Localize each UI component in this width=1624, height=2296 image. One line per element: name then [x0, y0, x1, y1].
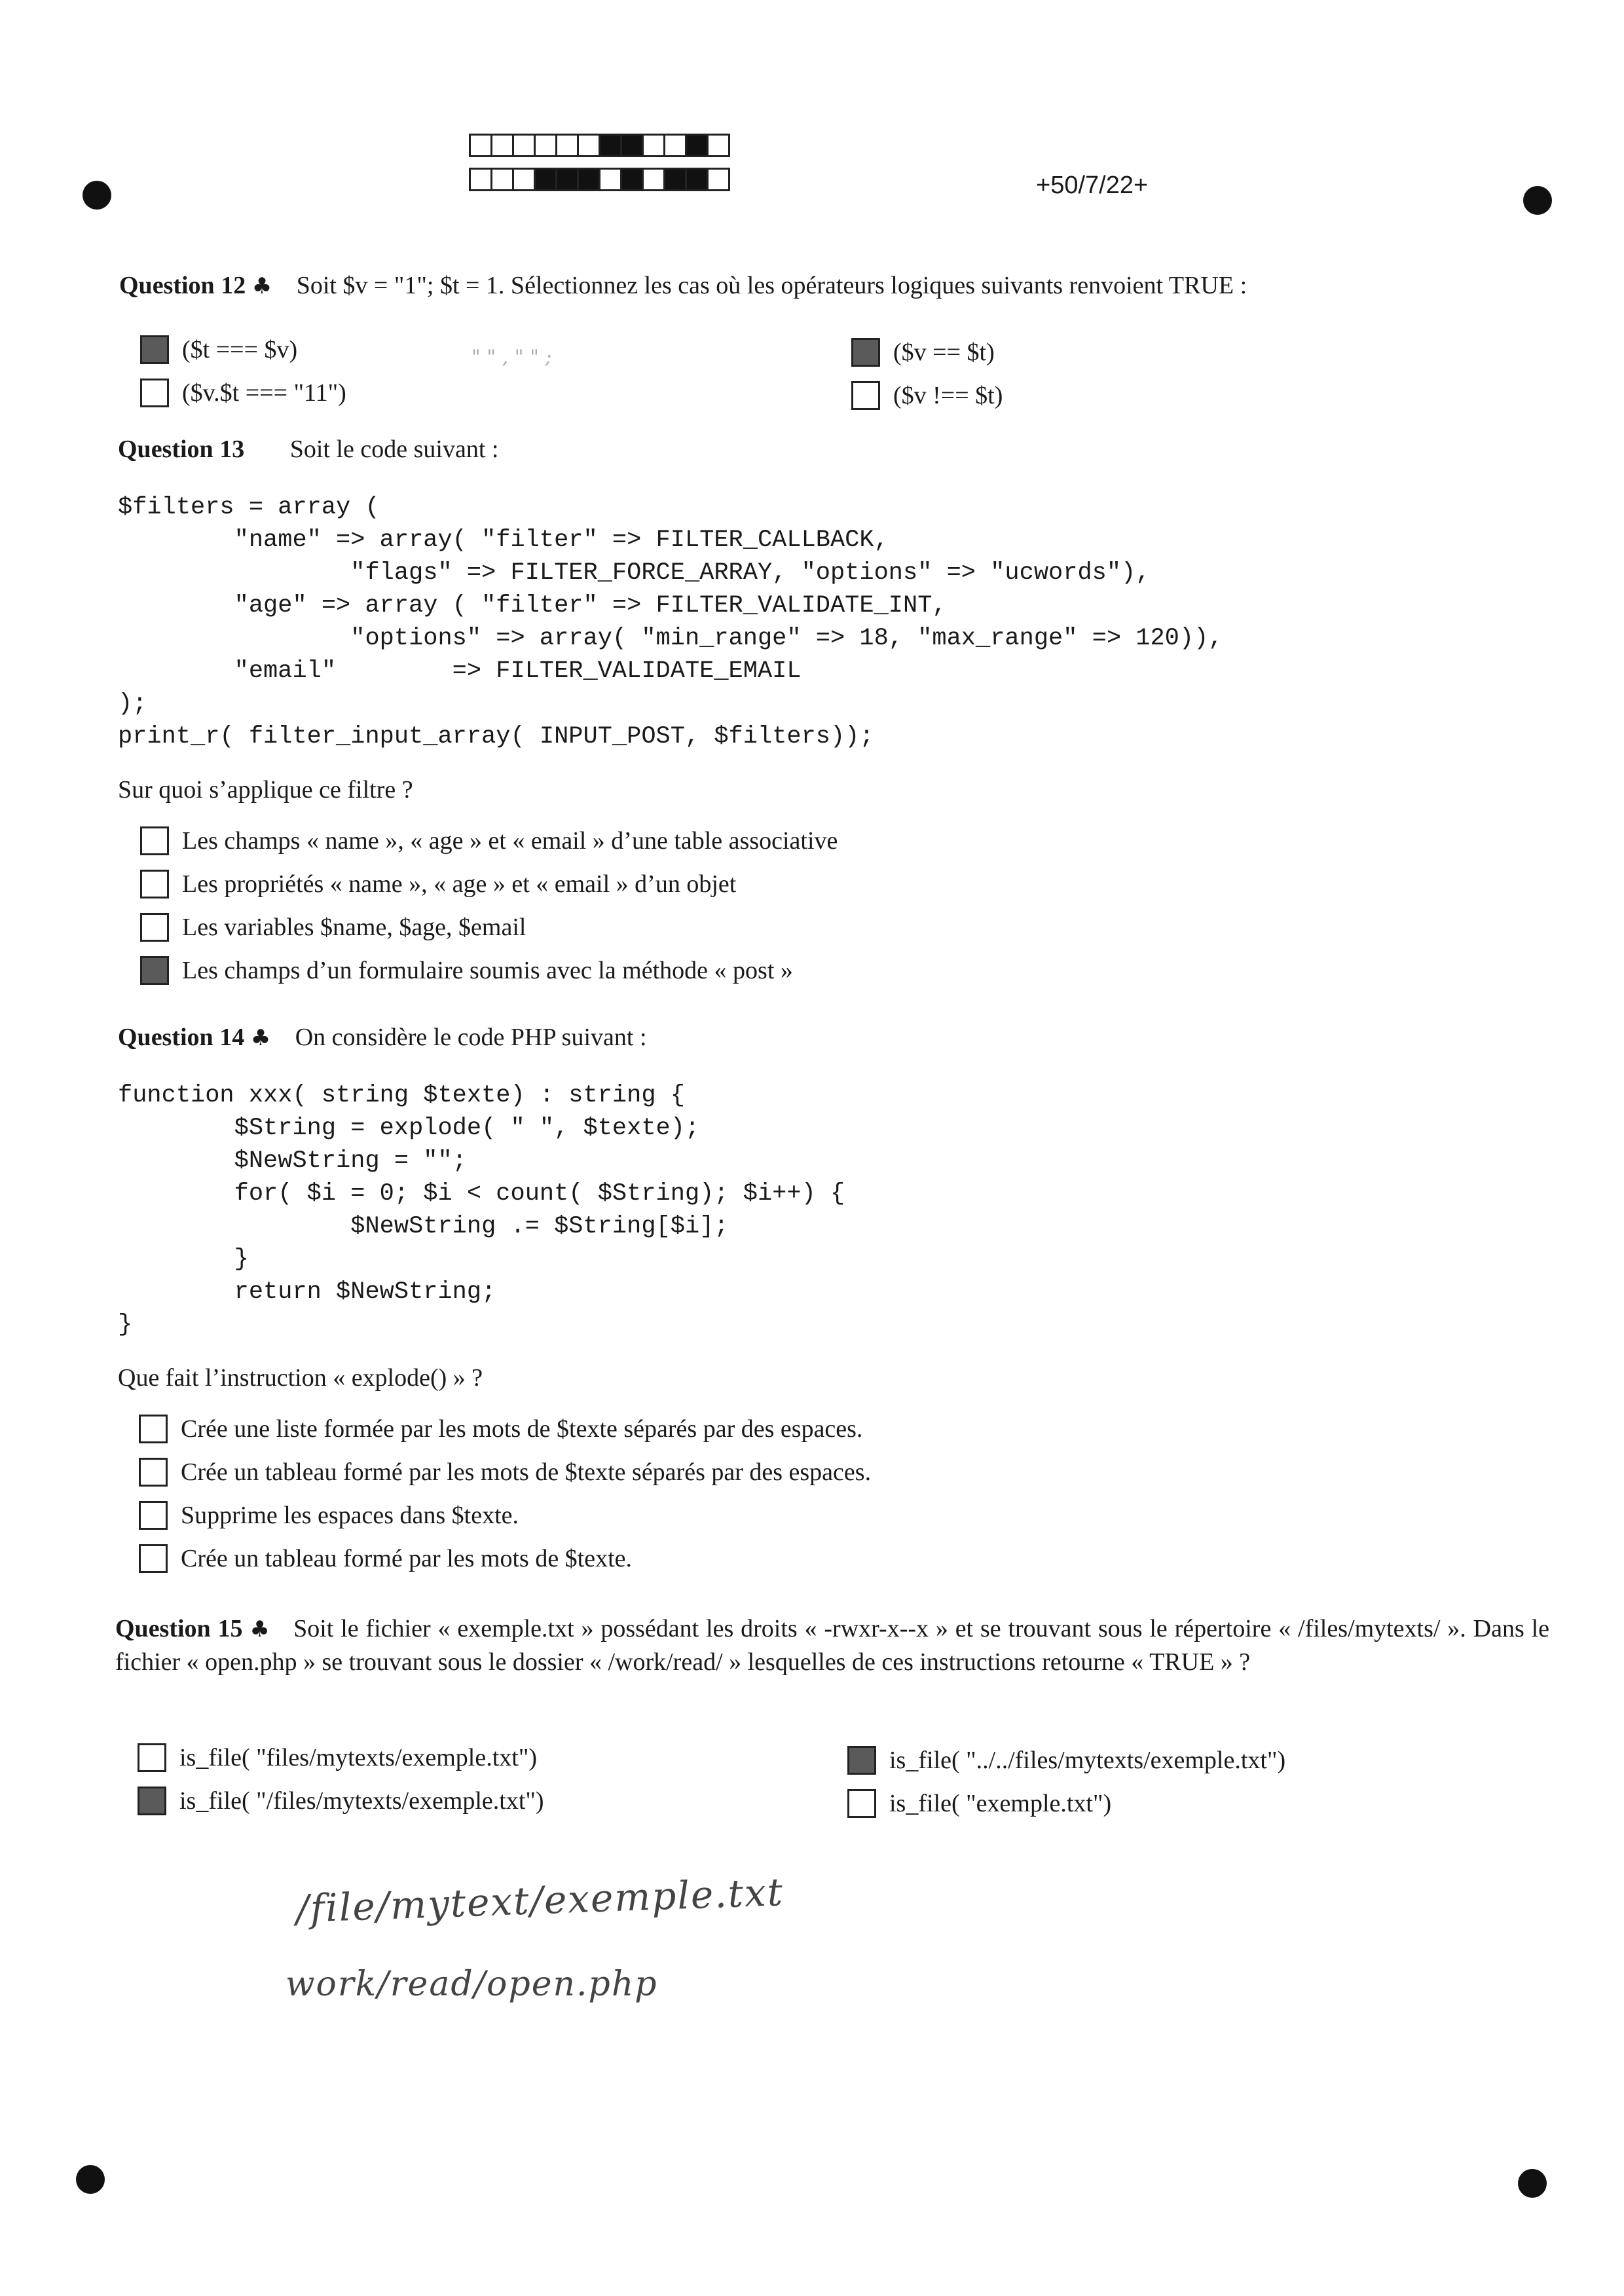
q13-option-3-text: Les variables $name, $age, $email [182, 914, 526, 941]
barcode-cell [469, 168, 492, 191]
q14-code-line: $NewString .= $String[$i]; [118, 1213, 729, 1240]
q15-option-2[interactable] [138, 1787, 544, 1815]
q14-option-3-text: Supprime les espaces dans $texte. [181, 1502, 519, 1529]
registration-mark-top-right [1523, 186, 1552, 215]
q13-checkbox-4[interactable] [140, 956, 169, 985]
q15-checkbox-4[interactable] [847, 1789, 876, 1818]
barcode-cell [534, 168, 557, 191]
q12-option-3[interactable] [851, 338, 995, 367]
q13-option-4[interactable] [140, 956, 793, 985]
q15-option-4-text: is_file( "exemple.txt") [889, 1790, 1112, 1817]
barcode-row-top [469, 134, 728, 157]
q14-option-4[interactable] [139, 1544, 632, 1573]
q14-code-line: return $NewString; [118, 1278, 496, 1306]
q12-checkbox-2[interactable] [140, 379, 169, 407]
barcode-cell [663, 168, 687, 191]
barcode-cell [599, 134, 622, 157]
q13-checkbox-2[interactable] [140, 870, 169, 898]
q12-option-2[interactable] [140, 379, 346, 407]
q12-label: Question 12 [119, 272, 246, 299]
handwritten-note-1: /file/mytext/exemple.txt [295, 1870, 785, 1931]
q12-heading [119, 271, 1247, 300]
q13-code-block [118, 491, 1223, 753]
registration-mark-bottom-left [76, 2165, 105, 2194]
q15-option-1[interactable] [138, 1743, 537, 1772]
q13-text: Soit le code suivant : [289, 435, 499, 463]
barcode-cell [555, 134, 579, 157]
q13-code-line: "options" => array( "min_range" => 18, "max_range" => 120)), [118, 625, 1223, 652]
q14-code-line: $String = explode( " ", $texte); [118, 1115, 700, 1142]
q14-option-2[interactable] [139, 1458, 871, 1487]
club-icon: ♣ [251, 273, 272, 299]
q15-option-3[interactable] [847, 1746, 1285, 1775]
barcode-cell [490, 168, 514, 191]
q14-checkbox-4[interactable] [139, 1544, 168, 1573]
q14-option-1[interactable] [139, 1415, 862, 1443]
registration-mark-bottom-right [1518, 2169, 1547, 2198]
barcode-cell [534, 134, 557, 157]
q14-text: On considère le code PHP suivant : [295, 1024, 647, 1051]
q15-heading [115, 1612, 1549, 1678]
page-code: +50/7/22+ [1036, 172, 1149, 199]
q14-option-4-text: Crée un tableau formé par les mots de $texte. [181, 1545, 633, 1572]
q13-option-4-text: Les champs d’un formulaire soumis avec la méthode « post » [182, 957, 793, 984]
q15-text: Soit le fichier « exemple.txt » possédant les droits « -rwxr-x--x » et se trouvant sous le répertoire « /files/mytexts/ ». Dans le fichier « open.php » se trouvant sous le dossier « /work/read/ » lesquelles de ces instructions retourne « TRUE » ? [115, 1615, 1550, 1676]
q12-option-4-text: ($v !== $t) [893, 382, 1003, 409]
q13-option-1[interactable] [140, 826, 838, 855]
q14-checkbox-1[interactable] [139, 1415, 168, 1443]
barcode-cell [577, 168, 600, 191]
q15-option-3-text: is_file( "../../files/mytexts/exemple.txt") [889, 1747, 1286, 1774]
barcode-cell [685, 134, 709, 157]
barcode-cell [512, 134, 536, 157]
q13-code-line: "name" => array( "filter" => FILTER_CALLBACK, [118, 527, 889, 554]
q15-option-1-text: is_file( "files/mytexts/exemple.txt") [179, 1744, 538, 1771]
barcode-cell [707, 168, 730, 191]
registration-mark-top-left [83, 181, 111, 210]
q12-option-1[interactable] [140, 335, 297, 364]
pencil-scribble: " " , " " ; [471, 346, 552, 369]
q13-question: Sur quoi s’applique ce filtre ? [118, 776, 413, 804]
barcode-cell [555, 168, 579, 191]
barcode-cell [707, 134, 730, 157]
q14-option-2-text: Crée un tableau formé par les mots de $texte séparés par des espaces. [181, 1458, 872, 1486]
club-icon: ♣ [250, 1025, 271, 1051]
barcode-cell [663, 134, 687, 157]
q13-code-line: "age" => array ( "filter" => FILTER_VALIDATE_INT, [118, 592, 947, 620]
q13-code-line: "flags" => FILTER_FORCE_ARRAY, "options" => "ucwords"), [118, 559, 1151, 587]
q12-option-1-text: ($t === $v) [182, 336, 298, 363]
q12-option-4[interactable] [851, 381, 1003, 410]
q12-option-3-text: ($v == $t) [893, 339, 995, 366]
barcode-cell [620, 168, 644, 191]
barcode-cell [512, 168, 536, 191]
q15-option-2-text: is_file( "/files/mytexts/exemple.txt") [179, 1787, 544, 1815]
q13-code-line: print_r( filter_input_array( INPUT_POST, $filters)); [118, 723, 874, 750]
barcode-cell [490, 134, 514, 157]
q13-code-line: "email" => FILTER_VALIDATE_EMAIL [118, 657, 802, 685]
q13-label: Question 13 [118, 435, 245, 463]
q15-checkbox-2[interactable] [138, 1787, 166, 1815]
q13-checkbox-3[interactable] [140, 913, 169, 942]
barcode-cell [685, 168, 709, 191]
q14-label: Question 14 [118, 1024, 245, 1051]
q15-option-4[interactable] [847, 1789, 1111, 1818]
q13-option-2[interactable] [140, 870, 736, 898]
q14-question: Que fait l’instruction « explode() » ? [118, 1364, 483, 1392]
q14-option-1-text: Crée une liste formée par les mots de $texte séparés par des espaces. [181, 1415, 863, 1443]
q14-code-line: $NewString = ""; [118, 1147, 467, 1175]
q14-code-line: } [118, 1311, 133, 1339]
q13-option-3[interactable] [140, 913, 526, 942]
q13-code-line: ); [118, 690, 147, 718]
barcode-cell [469, 134, 492, 157]
q12-checkbox-1[interactable] [140, 335, 169, 364]
q15-label: Question 15 [115, 1615, 243, 1642]
barcode-cell [642, 168, 665, 191]
q12-checkbox-4[interactable] [851, 381, 880, 410]
handwritten-note-2: work/read/open.php [286, 1965, 658, 2004]
q14-code-line: function xxx( string $texte) : string { [118, 1082, 685, 1109]
q13-checkbox-1[interactable] [140, 826, 169, 855]
q14-checkbox-2[interactable] [139, 1458, 168, 1487]
barcode-row-bottom [469, 168, 728, 191]
barcode-cell [642, 134, 665, 157]
q14-heading [118, 1023, 647, 1052]
q12-checkbox-3[interactable] [851, 338, 880, 367]
club-icon: ♣ [249, 1616, 271, 1642]
q13-heading [118, 435, 498, 464]
q14-checkbox-3[interactable] [139, 1501, 168, 1530]
q12-text: Soit $v = "1"; $t = 1. Sélectionnez les cas où les opérateurs logiques suivants renvoient TRUE : [296, 272, 1247, 299]
q14-code-line: for( $i = 0; $i < count( $String); $i++) { [118, 1180, 845, 1208]
q13-option-1-text: Les champs « name », « age » et « email » d’une table associative [182, 827, 838, 855]
q12-option-2-text: ($v.$t === "11") [182, 379, 346, 407]
q13-code-line: $filters = array ( [118, 494, 380, 521]
barcode-cell [577, 134, 600, 157]
q15-checkbox-1[interactable] [138, 1743, 166, 1772]
barcode-cell [620, 134, 644, 157]
q14-code-block [118, 1079, 845, 1341]
q14-code-line: } [118, 1246, 249, 1273]
barcode-cell [599, 168, 622, 191]
q13-option-2-text: Les propriétés « name », « age » et « email » d’un objet [182, 870, 737, 898]
q14-option-3[interactable] [139, 1501, 519, 1530]
q15-checkbox-3[interactable] [847, 1746, 876, 1775]
